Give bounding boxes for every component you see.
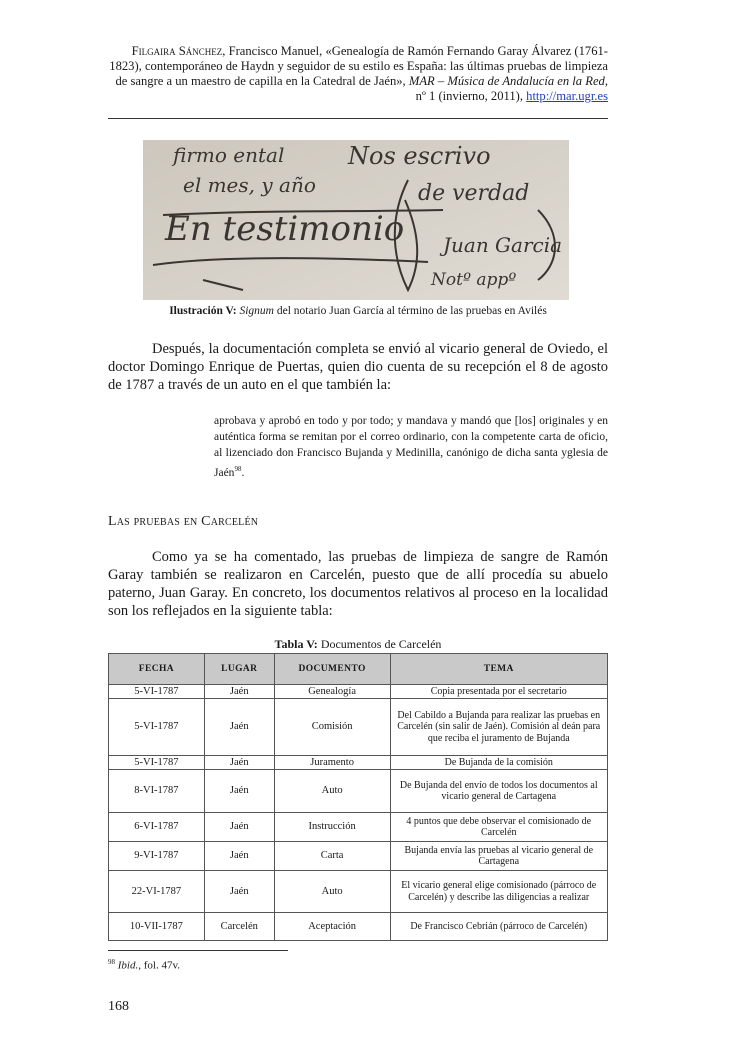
documents-table bbox=[108, 653, 608, 941]
table-row bbox=[109, 871, 608, 913]
cell-lugar: Jaén bbox=[204, 813, 274, 842]
table-row bbox=[109, 685, 608, 699]
cell-lugar: Jaén bbox=[204, 756, 274, 770]
table-label: Tabla V: bbox=[274, 637, 318, 651]
cell-fecha: 9-VI-1787 bbox=[109, 842, 205, 871]
cell-documento: Auto bbox=[274, 770, 390, 813]
header-journal: MAR – Música de Andalucía en la Red bbox=[408, 74, 605, 88]
footnote-rule bbox=[108, 950, 288, 951]
table-row bbox=[109, 770, 608, 813]
manuscript-illustration bbox=[143, 140, 569, 300]
cell-documento: Comisión bbox=[274, 699, 390, 756]
cell-documento: Auto bbox=[274, 871, 390, 913]
cell-fecha: 5-VI-1787 bbox=[109, 699, 205, 756]
caption-label: Ilustración V: bbox=[169, 305, 237, 317]
cell-tema: De Francisco Cebrián (párroco de Carcelén) bbox=[390, 913, 607, 941]
cell-tema: El vicario general elige comisionado (párroco de Carcelén) y describe las diligencias a realizar bbox=[390, 871, 607, 913]
cell-fecha: 8-VI-1787 bbox=[109, 770, 205, 813]
cell-documento: Genealogía bbox=[274, 685, 390, 699]
cell-tema: De Bujanda de la comisión bbox=[390, 756, 607, 770]
col-header: TEMA bbox=[390, 654, 607, 685]
table-row bbox=[109, 756, 608, 770]
cell-documento: Juramento bbox=[274, 756, 390, 770]
cell-fecha: 6-VI-1787 bbox=[109, 813, 205, 842]
footnote-text: , fol. 47v. bbox=[138, 959, 180, 972]
cell-fecha: 5-VI-1787 bbox=[109, 685, 205, 699]
paragraph-1: Después, la documentación completa se envió al vicario general de Oviedo, el doctor Domingo Enrique de Puertas, quien dio cuenta de su recepción el 8 de agosto de 1787 a través de un auto en el que también la: bbox=[108, 341, 608, 393]
caption-text: del notario Juan García al término de las pruebas en Avilés bbox=[273, 305, 547, 317]
cell-lugar: Carcelén bbox=[204, 913, 274, 941]
footnote-ref[interactable]: 98 bbox=[234, 465, 242, 473]
col-header: FECHA bbox=[109, 654, 205, 685]
cell-tema: 4 puntos que debe observar el comisionado de Carcelén bbox=[390, 813, 607, 842]
cell-lugar: Jaén bbox=[204, 770, 274, 813]
cell-documento: Aceptación bbox=[274, 913, 390, 941]
header-link[interactable]: http://mar.ugr.es bbox=[526, 89, 608, 103]
cell-fecha: 22-VI-1787 bbox=[109, 871, 205, 913]
cell-tema: Del Cabildo a Bujanda para realizar las pruebas en Carcelén (sin salir de Jaén). Comisión al deán para que reciba el juramento de Bujanda bbox=[390, 699, 607, 756]
handwriting-line: Nos escrivo bbox=[348, 142, 491, 170]
quote-end: . bbox=[241, 466, 245, 479]
handwriting-line: de verdad bbox=[418, 181, 530, 206]
header-rule bbox=[108, 118, 608, 119]
handwriting-line: el mes, y año bbox=[183, 173, 316, 197]
footnote-number: 98 bbox=[108, 958, 115, 966]
cell-documento: Instrucción bbox=[274, 813, 390, 842]
caption-italic: Signum bbox=[239, 305, 274, 317]
section-heading: Las pruebas en Carcelén bbox=[108, 514, 259, 529]
col-header: LUGAR bbox=[204, 654, 274, 685]
quote-text: aprobava y aprobó en todo y por todo; y mandava y mandó que [los] originales y en auténtica forma se remitan por el correo ordinario, con la competente carta de oficio, al lizenciado don Francisco Bujanda y Medinilla, canónigo de dicha santa yglesia de Jaén bbox=[214, 415, 608, 479]
table-row bbox=[109, 842, 608, 871]
block-quote bbox=[214, 413, 608, 481]
table-row bbox=[109, 699, 608, 756]
handwriting-line: firmo ental bbox=[173, 143, 285, 167]
cell-fecha: 10-VII-1787 bbox=[109, 913, 205, 941]
cell-lugar: Jaén bbox=[204, 699, 274, 756]
cell-tema: Copia presentada por el secretario bbox=[390, 685, 607, 699]
col-header: DOCUMENTO bbox=[274, 654, 390, 685]
handwriting-line: En testimonio bbox=[165, 209, 405, 249]
cell-lugar: Jaén bbox=[204, 871, 274, 913]
header-author: Filgaira Sánchez bbox=[131, 44, 223, 58]
table-title bbox=[108, 637, 608, 652]
header-text: , Francisco Manuel, «Genealogía de Ramón Fernando Garay Álvarez (1761-1823), contemporáneo de Haydn y seguidor de su estilo es España: las últimas pruebas de limpieza de sangre a un maestro de capilla en la Catedral de Jaén», bbox=[109, 44, 608, 88]
cell-lugar: Jaén bbox=[204, 842, 274, 871]
figure-caption bbox=[108, 305, 608, 317]
table-row bbox=[109, 813, 608, 842]
table-header-row bbox=[109, 654, 608, 685]
cell-lugar: Jaén bbox=[204, 685, 274, 699]
table-title-text: Documentos de Carcelén bbox=[317, 637, 442, 651]
page-number: 168 bbox=[108, 999, 129, 1014]
cell-fecha: 5-VI-1787 bbox=[109, 756, 205, 770]
footnote bbox=[108, 958, 180, 972]
table-row bbox=[109, 913, 608, 941]
handwriting-line: Juan Garcia bbox=[443, 233, 563, 257]
footnote-ibid: Ibid. bbox=[117, 959, 139, 972]
manuscript-image bbox=[143, 140, 569, 300]
paragraph-2: Como ya se ha comentado, las pruebas de limpieza de sangre de Ramón Garay también se realizaron en Carcelén, puesto que de allí procedía su abuelo paterno, Juan Garay. En concreto, los documentos relativos al proceso en la localidad son los reflejados en la siguiente tabla: bbox=[108, 549, 608, 619]
handwriting-line: Notº appº bbox=[431, 270, 517, 290]
header-issue: , nº 1 (invierno, 2011), bbox=[415, 74, 608, 103]
cell-tema: De Bujanda del envío de todos los documentos al vicario general de Cartagena bbox=[390, 770, 607, 813]
cell-documento: Carta bbox=[274, 842, 390, 871]
cell-tema: Bujanda envía las pruebas al vicario general de Cartagena bbox=[390, 842, 607, 871]
running-header bbox=[108, 44, 608, 104]
